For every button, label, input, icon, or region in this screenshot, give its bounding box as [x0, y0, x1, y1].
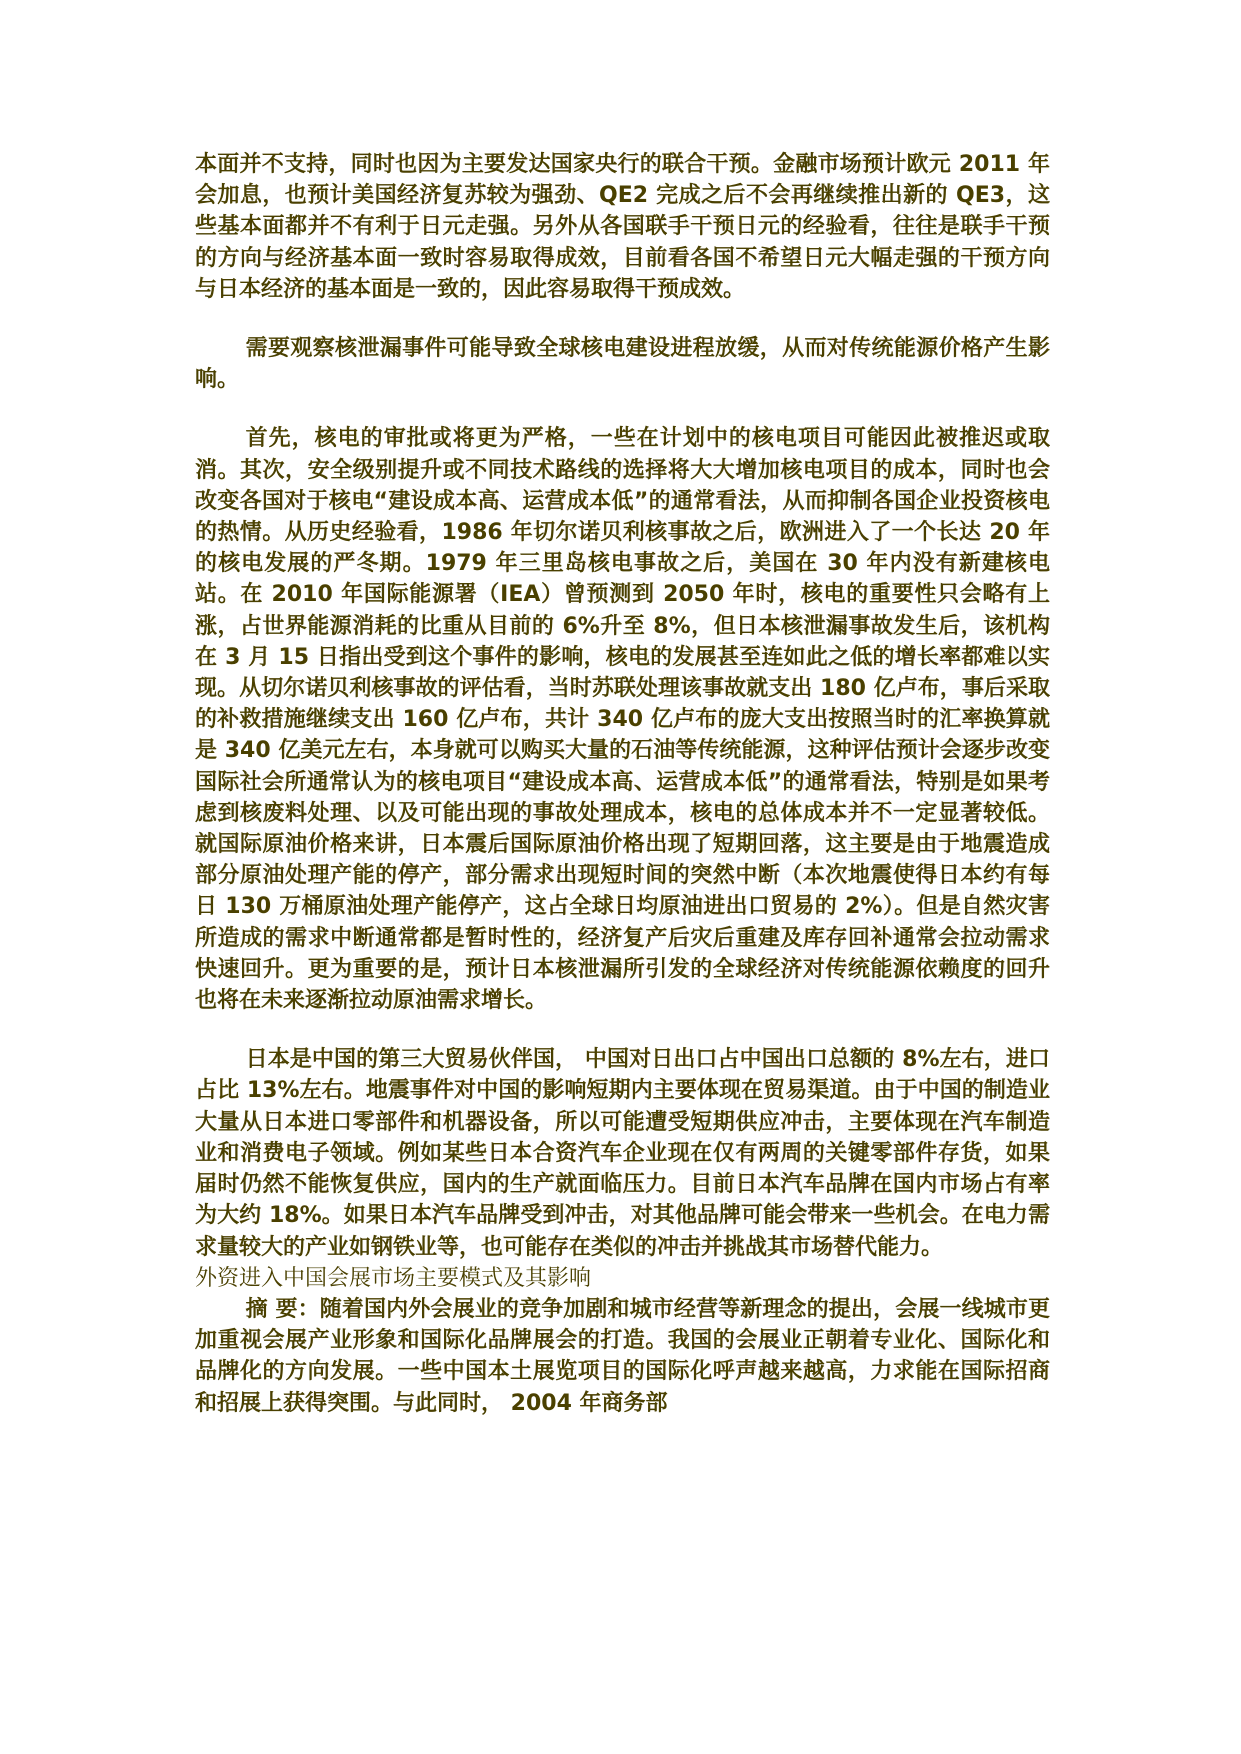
abstract-paragraph: 摘 要：随着国内外会展业的竞争加剧和城市经营等新理念的提出，会展一线城市更加重视会展产业形象和国际化品牌展会的打造。我国的会展业正朝着专业化、国际化和品牌化的方向发展。一些中国本土展览项目的国际化呼声越来越高，力求能在国际招商和招展上获得突围。与此同时， 2004 年商务部	[195, 1296, 1050, 1416]
paragraph-nuclear-slowdown: 需要观察核泄漏事件可能导致全球核电建设进程放缓，从而对传统能源价格产生影响。	[195, 336, 1050, 393]
document-page	[195, 149, 1050, 1419]
section-title: 外资进入中国会展市场主要模式及其影响	[195, 1265, 592, 1291]
paragraph-yen-intervention: 本面并不支持，同时也因为主要发达国家央行的联合干预。金融市场预计欧元 2011 年会加息，也预计美国经济复苏较为强劲、QE2 完成之后不会再继续推出新的 QE3，这些基本面都并不有利于日元走强。另外从各国联手干预日元的经验看，往往是联手干预的方向与经济基本面一致时容易取得成效，目前看各国不希望日元大幅走强的干预方向与日本经济的基本面是一致的，因此容易取得干预成效。	[195, 152, 1050, 302]
paragraph-china-trade: 日本是中国的第三大贸易伙伴国， 中国对日出口占中国出口总额的 8%左右，进口占比 13%左右。地震事件对中国的影响短期内主要体现在贸易渠道。由于中国的制造业大量从日本进口零部件和机器设备，所以可能遭受短期供应冲击，主要体现在汽车制造业和消费电子领域。例如某些日本合资汽车企业现在仅有两周的关键零部件存货，如果届时仍然不能恢复供应，国内的生产就面临压力。目前日本汽车品牌在国内市场占有率为大约 18%。如果日本汽车品牌受到冲击，对其他品牌可能会带来一些机会。在电力需求量较大的产业如钢铁业等，也可能存在类似的冲击并挑战其市场替代能力。	[195, 1047, 1050, 1260]
paragraph-nuclear-costs: 首先，核电的审批或将更为严格，一些在计划中的核电项目可能因此被推迟或取消。其次，安全级别提升或不同技术路线的选择将大大增加核电项目的成本，同时也会改变各国对于核电“建设成本高、运营成本低”的通常看法，从而抑制各国企业投资核电的热情。从历史经验看，1986 年切尔诺贝利核事故之后，欧洲进入了一个长达 20 年的核电发展的严冬期。1979 年三里岛核电事故之后，美国在 30 年内没有新建核电站。在 2010 年国际能源署（IEA）曾预测到 2050 年时，核电的重要性只会略有上涨，占世界能源消耗的比重从目前的 6%升至 8%，但日本核泄漏事故发生后，该机构在 3 月 15 日指出受到这个事件的影响，核电的发展甚至连如此之低的增长率都难以实现。从切尔诺贝利核事故的评估看，当时苏联处理该事故就支出 180 亿卢布，事后采取的补救措施继续支出 160 亿卢布，共计 340 亿卢布的庞大支出按照当时的汇率换算就是 340 亿美元左右，本身就可以购买大量的石油等传统能源，这种评估预计会逐步改变国际社会所通常认为的核电项目“建设成本高、运营成本低”的通常看法，特别是如果考虑到核废料处理、以及可能出现的事故处理成本，核电的总体成本并不一定显著较低。就国际原油价格来讲，日本震后国际原油价格出现了短期回落，这主要是由于地震造成部分原油处理产能的停产，部分需求出现短时间的突然中断（本次地震使得日本约有每日 130 万桶原油处理产能停产，这占全球日均原油进出口贸易的 2%）。但是自然灾害所造成的需求中断通常都是暂时性的，经济复产后灾后重建及库存回补通常会拉动需求快速回升。更为重要的是，预计日本核泄漏所引发的全球经济对传统能源依赖度的回升也将在未来逐渐拉动原油需求增长。	[195, 426, 1050, 1014]
